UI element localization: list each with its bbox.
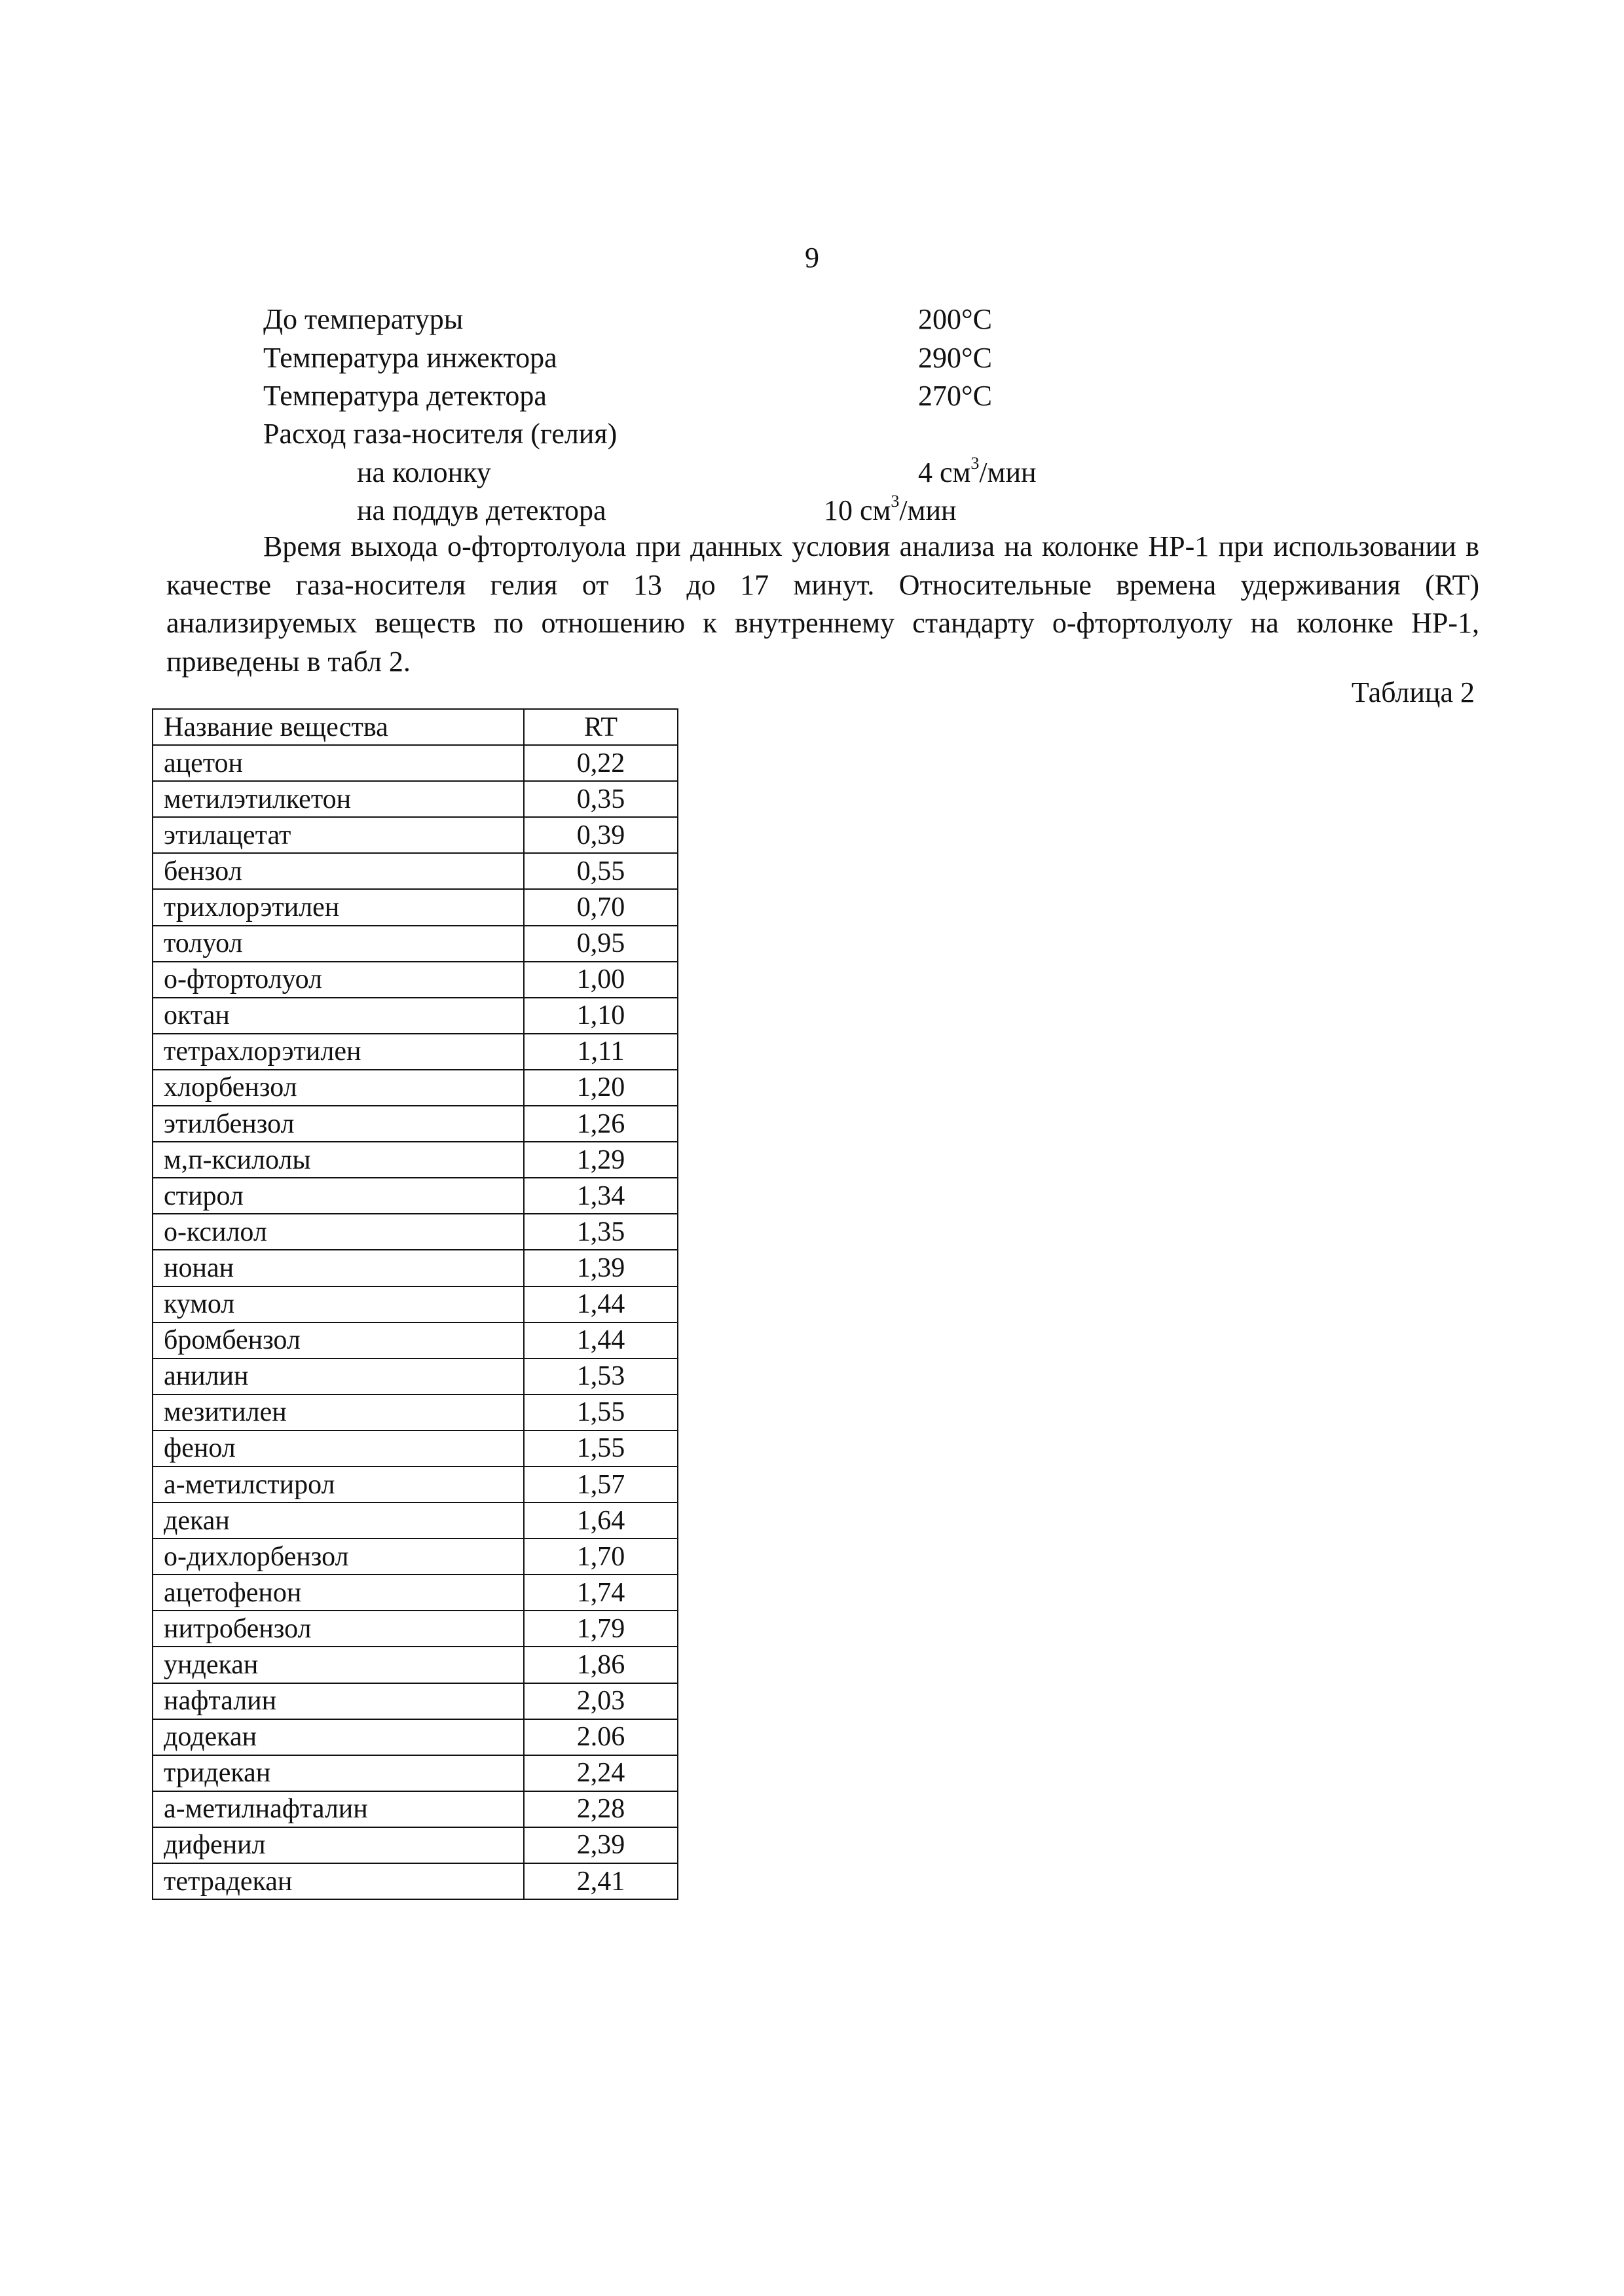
table-row <box>153 1358 678 1394</box>
substance-name-cell: бензол <box>153 853 524 889</box>
table-row <box>153 1611 678 1647</box>
table-row <box>153 1250 678 1286</box>
body-paragraph: Время выхода о-фтортолуола при данных условия анализа на колонке HP-1 при использовании в качестве газа-носителя гелия от 13 до 17 минут. Относительные времена удерживания (RT) анализируемых веществ по отношению к внутреннему стандарту о-фтортолуолу на колонке HP-1, приведены в табл 2. <box>166 530 1479 678</box>
substance-name-cell: этилбензол <box>153 1106 524 1142</box>
rt-value-cell: 1,35 <box>524 1214 678 1250</box>
header-substance: Название вещества <box>153 709 524 745</box>
condition-value-detector-temp: 270°C <box>918 380 992 412</box>
rt-value-cell: 0,55 <box>524 853 678 889</box>
flow-label-column: на колонку <box>357 456 491 488</box>
flow-value-detector-makeup: 10 $см^3$/мин <box>824 492 957 526</box>
rt-value-cell: 0,95 <box>524 926 678 962</box>
substance-name-cell: о-дихлорбензол <box>153 1539 524 1575</box>
table-row <box>153 1863 678 1899</box>
rt-value-cell: 1,64 <box>524 1503 678 1539</box>
table-row <box>153 998 678 1034</box>
substance-name-cell: а-метилнафталин <box>153 1791 524 1827</box>
table-row <box>153 1575 678 1611</box>
rt-value-cell: 1,44 <box>524 1322 678 1358</box>
rt-value-cell: 2,41 <box>524 1863 678 1899</box>
condition-label-final-temp: До температуры <box>263 303 464 335</box>
substance-name-cell: трихлорэтилен <box>153 889 524 925</box>
header-rt: RT <box>524 709 678 745</box>
table-row <box>153 1827 678 1863</box>
substance-name-cell: октан <box>153 998 524 1034</box>
condition-label-detector-temp: Температура детектора <box>263 380 547 412</box>
substance-name-cell: нитробензол <box>153 1611 524 1647</box>
table-row <box>153 1070 678 1106</box>
table-row <box>153 1647 678 1683</box>
page-number: 9 <box>805 242 819 274</box>
table-row <box>153 1719 678 1755</box>
rt-value-cell: 1,57 <box>524 1467 678 1503</box>
substance-name-cell: метилэтилкетон <box>153 781 524 817</box>
rt-value-cell: 2,39 <box>524 1827 678 1863</box>
table-row <box>153 1322 678 1358</box>
table-row <box>153 962 678 998</box>
substance-name-cell: фенол <box>153 1430 524 1467</box>
rt-value-cell: 0,39 <box>524 817 678 853</box>
table-row <box>153 853 678 889</box>
table-header-row <box>153 709 678 745</box>
substance-name-cell: кумол <box>153 1286 524 1322</box>
rt-value-cell: 1,86 <box>524 1647 678 1683</box>
rt-value-cell: 1,20 <box>524 1070 678 1106</box>
substance-name-cell: этилацетат <box>153 817 524 853</box>
table-row <box>153 926 678 962</box>
substance-name-cell: стирол <box>153 1178 524 1214</box>
rt-value-cell: 1,39 <box>524 1250 678 1286</box>
substance-name-cell: мезитилен <box>153 1394 524 1430</box>
substance-name-cell: нафталин <box>153 1683 524 1719</box>
condition-value-final-temp: 200°C <box>918 303 992 335</box>
substance-name-cell: хлорбензол <box>153 1070 524 1106</box>
table-row <box>153 1142 678 1178</box>
substance-name-cell: нонан <box>153 1250 524 1286</box>
substance-name-cell: тетрахлорэтилен <box>153 1034 524 1070</box>
flow-label-detector-makeup: на поддув детектора <box>357 494 606 526</box>
condition-label-carrier-gas: Расход газа-носителя (гелия) <box>263 418 618 450</box>
table-row <box>153 1394 678 1430</box>
substance-name-cell: м,п-ксилолы <box>153 1142 524 1178</box>
rt-value-cell: 1,26 <box>524 1106 678 1142</box>
rt-value-cell: 1,79 <box>524 1611 678 1647</box>
rt-value-cell: 1,29 <box>524 1142 678 1178</box>
rt-value-cell: 2,03 <box>524 1683 678 1719</box>
substance-name-cell: тетрадекан <box>153 1863 524 1899</box>
substance-name-cell: о-фтортолуол <box>153 962 524 998</box>
substance-name-cell: тридекан <box>153 1755 524 1791</box>
table-row <box>153 1755 678 1791</box>
rt-value-cell: 1,44 <box>524 1286 678 1322</box>
condition-value-injector-temp: 290°C <box>918 342 992 374</box>
substance-name-cell: анилин <box>153 1358 524 1394</box>
table-caption: Таблица 2 <box>1351 676 1475 708</box>
rt-value-cell: 1,70 <box>524 1539 678 1575</box>
substance-name-cell: ацетон <box>153 745 524 781</box>
rt-value-cell: 0,35 <box>524 781 678 817</box>
table-row <box>153 1683 678 1719</box>
rt-value-cell: 2,28 <box>524 1791 678 1827</box>
substance-name-cell: а-метилстирол <box>153 1467 524 1503</box>
rt-value-cell: 2.06 <box>524 1719 678 1755</box>
table-row <box>153 1178 678 1214</box>
substance-name-cell: додекан <box>153 1719 524 1755</box>
table-row <box>153 1503 678 1539</box>
rt-value-cell: 1,11 <box>524 1034 678 1070</box>
table-row <box>153 781 678 817</box>
substance-name-cell: толуол <box>153 926 524 962</box>
rt-value-cell: 1,34 <box>524 1178 678 1214</box>
substance-name-cell: дифенил <box>153 1827 524 1863</box>
substance-name-cell: ацетофенон <box>153 1575 524 1611</box>
rt-value-cell: 1,10 <box>524 998 678 1034</box>
table-row <box>153 1214 678 1250</box>
substance-name-cell: декан <box>153 1503 524 1539</box>
substance-name-cell: о-ксилол <box>153 1214 524 1250</box>
rt-value-cell: 1,55 <box>524 1394 678 1430</box>
table-row <box>153 1539 678 1575</box>
table-row <box>153 1791 678 1827</box>
rt-value-cell: 0,70 <box>524 889 678 925</box>
table-row <box>153 745 678 781</box>
rt-value-cell: 1,74 <box>524 1575 678 1611</box>
retention-time-table <box>152 708 678 1900</box>
flow-value-column: 4 $см^3$/мин <box>918 454 1037 488</box>
rt-value-cell: 0,22 <box>524 745 678 781</box>
table-row <box>153 889 678 925</box>
table-row <box>153 1286 678 1322</box>
table-row <box>153 1034 678 1070</box>
condition-label-injector-temp: Температура инжектора <box>263 342 557 374</box>
substance-name-cell: бромбензол <box>153 1322 524 1358</box>
table-row <box>153 1430 678 1467</box>
substance-name-cell: ундекан <box>153 1647 524 1683</box>
rt-value-cell: 1,53 <box>524 1358 678 1394</box>
rt-value-cell: 1,55 <box>524 1430 678 1467</box>
table-row <box>153 1467 678 1503</box>
table-row <box>153 1106 678 1142</box>
table-row <box>153 817 678 853</box>
rt-value-cell: 1,00 <box>524 962 678 998</box>
rt-value-cell: 2,24 <box>524 1755 678 1791</box>
